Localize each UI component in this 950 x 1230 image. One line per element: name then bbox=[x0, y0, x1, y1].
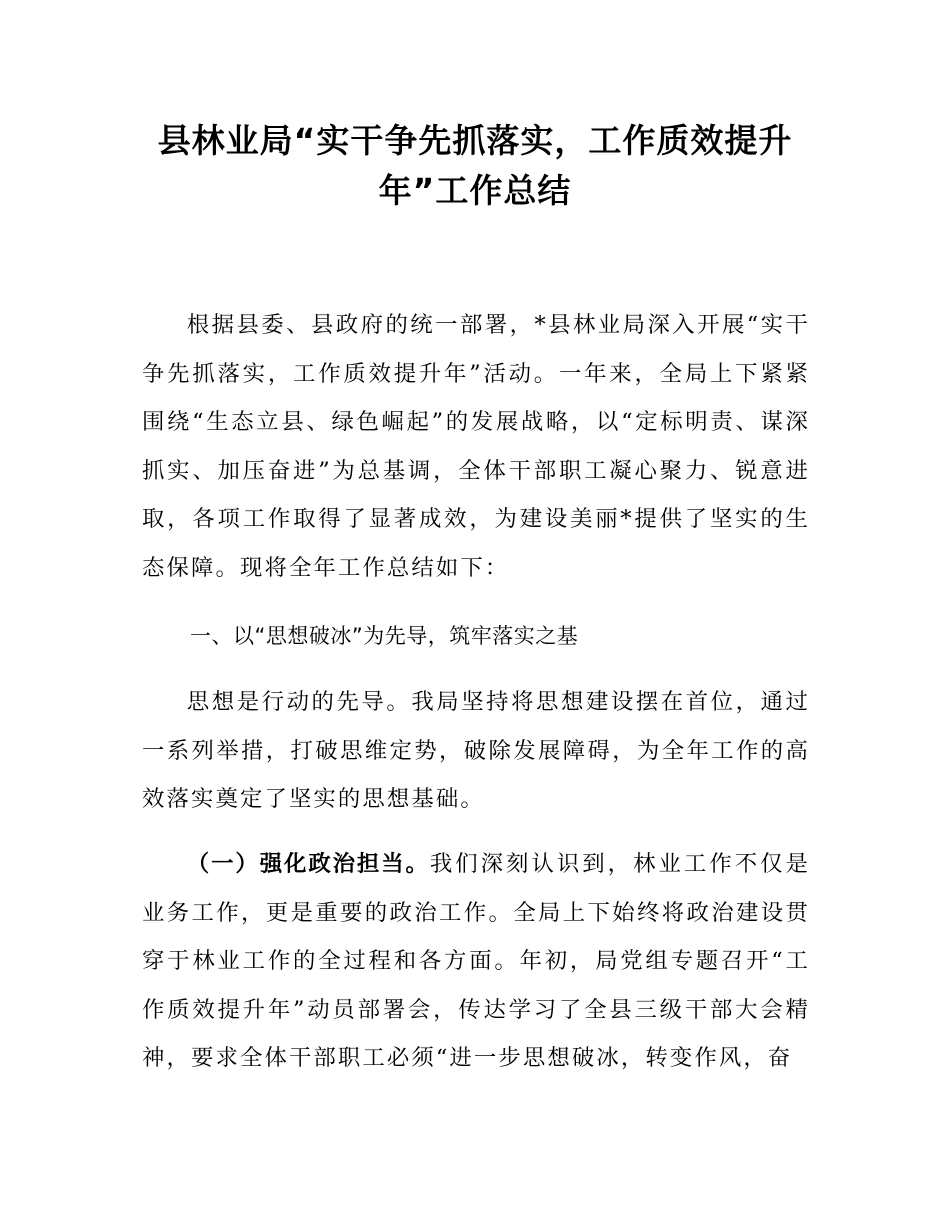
section-one-heading: 一、以“思想破冰”为先导，筑牢落实之基 bbox=[190, 624, 579, 648]
subsection-one-paragraph bbox=[142, 840, 810, 1083]
subsection-one-text: 我们深刻认识到，林业工作不仅是业务工作，更是重要的政治工作。全局上下始终将政治建设贯穿于林业工作的全过程和各方面。年初，局党组专题召开“工作质效提升年”动员部署会，传达学习了全县三级干部大会精神，要求全体干部职工必须“进一步思想破冰，转变作风，奋 bbox=[142, 851, 810, 1071]
document-title: 县林业局“实干争先抓落实，工作质效提升年”工作总结 bbox=[157, 121, 793, 210]
section-one-paragraph: 思想是行动的先导。我局坚持将思想建设摆在首位，通过一系列举措，打破思维定势，破除发展障碍，为全年工作的高效落实奠定了坚实的思想基础。 bbox=[142, 689, 810, 812]
intro-paragraph: 根据县委、县政府的统一部署，*县林业局深入开展“实干争先抓落实，工作质效提升年”活动。一年来，全局上下紧紧围绕“生态立县、绿色崛起”的发展战略，以“定标明责、谋深抓实、加压奋进”为总基调，全体干部职工凝心聚力、锐意进取，各项工作取得了显著成效，为建设美丽*提供了坚实的生态保障。现将全年工作总结如下： bbox=[142, 312, 810, 581]
subsection-one-lead: （一）强化政治担当。 bbox=[186, 851, 430, 877]
